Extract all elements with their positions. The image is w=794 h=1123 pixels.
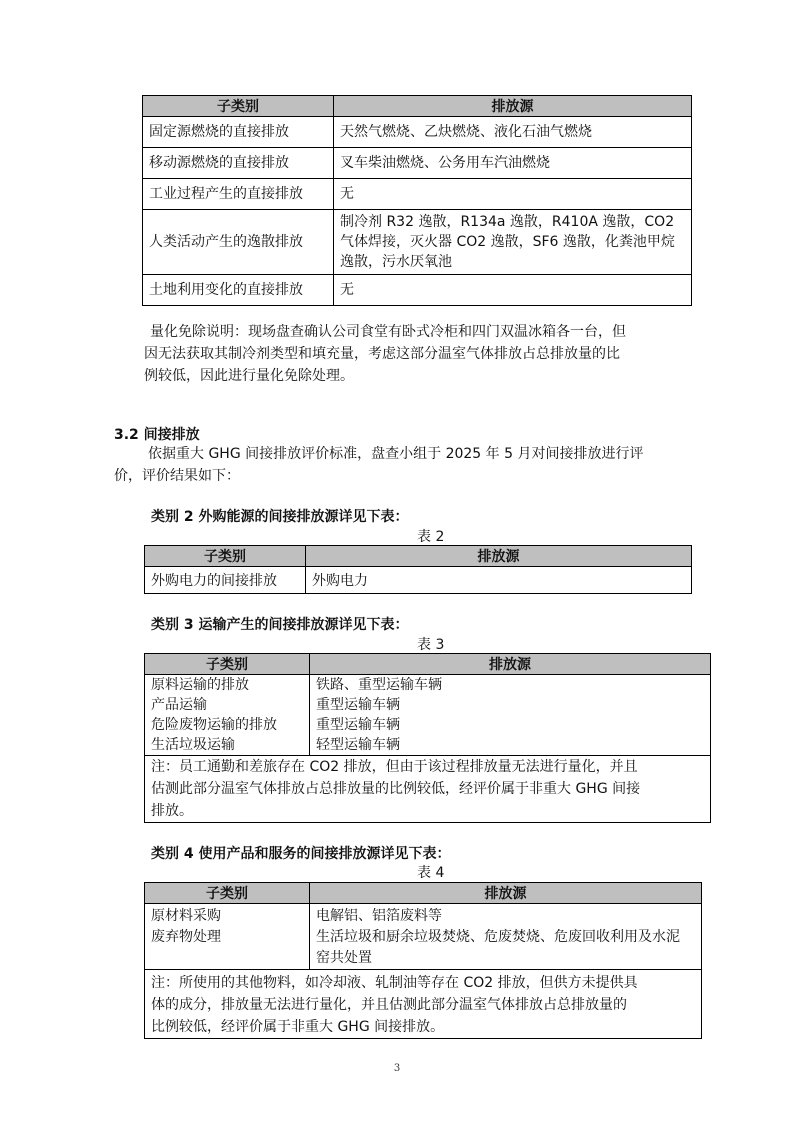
- source-cell: 生活垃圾和厨余垃圾焚烧、危废焚烧、危废回收利用及水泥窑共处置: [310, 927, 702, 970]
- table-4-label: 表 4: [417, 865, 445, 881]
- category-4-title: 类别 4 使用产品和服务的间接排放源详见下表：: [151, 846, 451, 862]
- note-line: 排放。: [151, 803, 193, 819]
- table-header-row: [145, 546, 692, 567]
- subcategory-cell: 废弃物处理: [145, 927, 310, 970]
- section-paragraph: [114, 443, 698, 487]
- subcategory-cell: 危险废物运输的排放: [145, 715, 310, 735]
- subcategory-cell: 原料运输的排放: [145, 675, 310, 696]
- paragraph-line: 依据重大 GHG 间接排放评价标准，盘查小组于 2025 年 5 月对间接排放进行评: [148, 446, 644, 462]
- column-header-source: 排放源: [306, 546, 692, 567]
- table-row: [145, 715, 711, 735]
- note-line: 例较低，因此进行量化免除处理。: [144, 368, 354, 384]
- table-2-label: 表 2: [417, 529, 445, 545]
- table-row: [145, 695, 711, 715]
- source-cell: 无: [334, 179, 692, 210]
- table-row: [143, 210, 692, 275]
- category-2-title: 类别 2 外购能源的间接排放源详见下表：: [151, 509, 409, 525]
- table-header-row: [143, 96, 692, 117]
- note-line: 量化免除说明：现场盘查确认公司食堂有卧式冷柜和四门双温冰箱各一台，但: [150, 324, 626, 340]
- table-row: [143, 179, 692, 210]
- note-line: 注：所使用的其他物料，如冷却液、轧制油等存在 CO2 排放，但供方未提供具: [151, 975, 638, 991]
- note-line: 估测此部分温室气体排放占总排放量的比例较低，经评价属于非重大 GHG 间接: [151, 781, 641, 797]
- column-header-source: 排放源: [310, 654, 711, 675]
- source-cell: 轻型运输车辆: [310, 735, 711, 756]
- category-3-title: 类别 3 运输产生的间接排放源详见下表：: [151, 617, 409, 633]
- table-note-row: [145, 970, 702, 1039]
- column-header-subcategory: 子类别: [145, 546, 306, 567]
- column-header-subcategory: 子类别: [145, 654, 310, 675]
- source-cell: 铁路、重型运输车辆: [310, 675, 711, 696]
- note-line: 注：员工通勤和差旅存在 CO2 排放，但由于该过程排放量无法进行量化，并且: [151, 759, 638, 775]
- table-row: [145, 675, 711, 696]
- subcategory-cell: 原材料采购: [145, 904, 310, 928]
- subcategory-cell: 移动源燃烧的直接排放: [143, 148, 334, 179]
- source-cell: 制冷剂 R32 逸散，R134a 逸散，R410A 逸散，CO2 气体焊接，灭火器 CO2 逸散，SF6 逸散，化粪池甲烷逸散，污水厌氧池: [334, 210, 692, 275]
- subcategory-cell: 固定源燃烧的直接排放: [143, 117, 334, 148]
- subcategory-cell: 外购电力的间接排放: [145, 567, 306, 594]
- source-cell: 无: [334, 275, 692, 306]
- table-row: [145, 904, 702, 928]
- subcategory-cell: 生活垃圾运输: [145, 735, 310, 756]
- column-header-subcategory: 子类别: [143, 96, 334, 117]
- paragraph-line: 价，评价结果如下：: [114, 468, 240, 484]
- table-row: [143, 275, 692, 306]
- direct-emissions-table: [142, 95, 692, 306]
- subcategory-cell: 土地利用变化的直接排放: [143, 275, 334, 306]
- note-line: 因无法获取其制冷剂类型和填充量，考虑这部分温室气体排放占总排放量的比: [144, 346, 620, 362]
- column-header-subcategory: 子类别: [145, 883, 310, 904]
- table-row: [145, 567, 692, 594]
- table-note-cell: [145, 970, 702, 1039]
- page-number: 3: [393, 1063, 401, 1074]
- source-cell: 天然气燃烧、乙炔燃烧、液化石油气燃烧: [334, 117, 692, 148]
- column-header-source: 排放源: [334, 96, 692, 117]
- source-cell: 外购电力: [306, 567, 692, 594]
- table-row: [143, 117, 692, 148]
- table-row: [143, 148, 692, 179]
- subcategory-cell: 产品运输: [145, 695, 310, 715]
- table-row: [145, 927, 702, 970]
- table-3-label: 表 3: [417, 637, 445, 653]
- category-2-table: [144, 545, 692, 594]
- table-note-cell: [145, 756, 711, 823]
- subcategory-cell: 工业过程产生的直接排放: [143, 179, 334, 210]
- table-header-row: [145, 654, 711, 675]
- source-cell: 电解铝、铝箔废料等: [310, 904, 702, 928]
- source-cell: 重型运输车辆: [310, 695, 711, 715]
- section-heading: 3.2 间接排放: [114, 427, 200, 443]
- source-cell: 重型运输车辆: [310, 715, 711, 735]
- source-cell: 叉车柴油燃烧、公务用车汽油燃烧: [334, 148, 692, 179]
- table-row: [145, 735, 711, 756]
- subcategory-cell: 人类活动产生的逸散排放: [143, 210, 334, 275]
- table-note-row: [145, 756, 711, 823]
- note-line: 比例较低，经评价属于非重大 GHG 间接排放。: [151, 1019, 445, 1035]
- table-header-row: [145, 883, 702, 904]
- category-4-table: [144, 882, 702, 1039]
- note-line: 体的成分，排放量无法进行量化，并且估测此部分温室气体排放占总排放量的: [151, 997, 627, 1013]
- exemption-note: [144, 321, 696, 387]
- category-3-table: [144, 653, 711, 823]
- column-header-source: 排放源: [310, 883, 702, 904]
